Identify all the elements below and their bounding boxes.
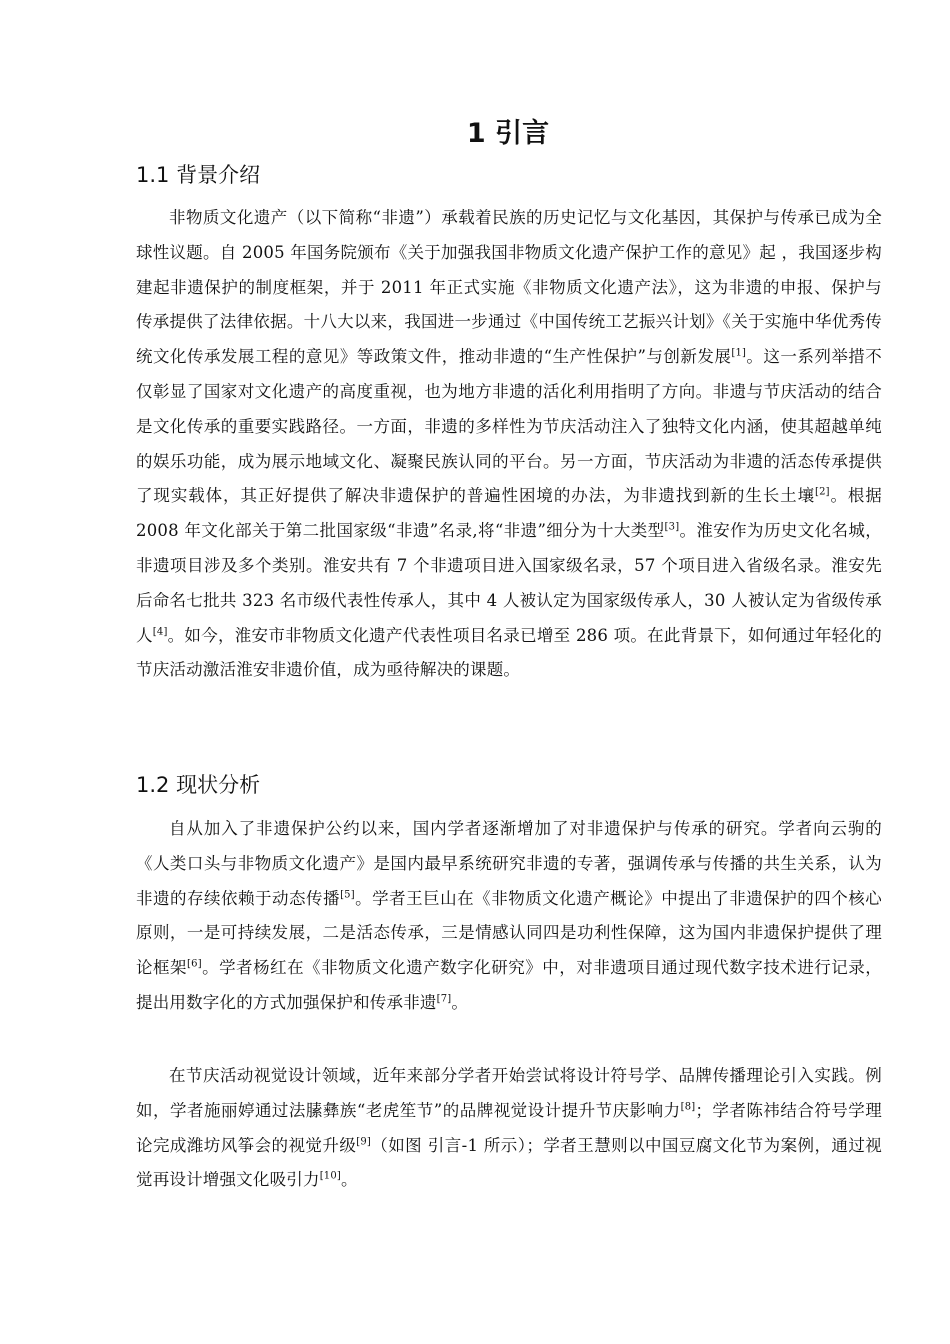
paragraph-status-analysis-1 <box>136 812 882 1021</box>
paragraph-text: 。学者杨红在《非物质文化遗产数字化研究》中，对非遗项目通过现代数字技术进行记录，提出用数字化的方式加强保护和传承非遗 <box>136 958 883 1012</box>
paragraph-background <box>136 201 882 688</box>
citation-ref: [1] <box>731 347 747 359</box>
paragraph-text: 自从加入了非遗保护公约以来，国内学者逐渐增加了对非遗保护与传承的研究。学者向云驹的《人类口头与非物质文化遗产》是国内最早系统研究非遗的专著，强调传承与传播的共生关系，认为非遗的存续依赖于动态传播 <box>136 819 882 908</box>
citation-ref: [6] <box>187 958 202 970</box>
paragraph-text: ；学者陈祎结合符号学理论完成潍坊风筝会的视觉升级 <box>136 1100 882 1155</box>
paragraph-text: 在节庆活动视觉设计领域，近年来部分学者开始尝试将设计符号学、品牌传播理论引入实践。例如，学者施丽婷通过法膆彝族“老虎笙节”的品牌视觉设计提升节庆影响力 <box>136 1066 882 1120</box>
paragraph-text: 。学者王巨山在《非物质文化遗产概论》中提出了非遗保护的四个核心原则，一是可持续发展，二是活态传承，三是情感认同四是功利性保障，这为国内非遗保护提供了理论框架 <box>136 888 883 978</box>
paragraph-text: 。淮安作为历史文化名城，非遗项目涉及多个类别。淮安共有 7 个非遗项目进入国家级名录，57 个项目进入省级名录。淮安先后命名七批共 323 名市级代表性传承人，其中 4 人被认定为国家级传承人，30 人被认定为省级传承人 <box>136 521 882 645</box>
paragraph-text: 。 <box>451 992 469 1012</box>
paragraph-text: 。如今，淮安市非物质文化遗产代表性项目名录已增至 286 项。在此背景下，如何通过年轻化的节庆活动激活淮安非遗价值，成为亟待解决的课题。 <box>136 625 883 680</box>
citation-ref: [4] <box>152 626 168 638</box>
paragraph-text: 。这一系列举措不仅彰显了国家对文化遗产的高度重视，也为地方非遗的活化利用指明了方向。非遗与节庆活动的结合是文化传承的重要实践路径。一方面，非遗的多样性为节庆活动注入了独特文化内涵，使其超越单纯的娱乐功能，成为展示地域文化、凝聚民族认同的平台。另一方面，节庆活动为非遗的活态传承提供了现实载体，其正好提供了解决非遗保护的普遍性困境的办法，为非遗找到新的生长土壤 <box>136 347 882 506</box>
citation-ref: [9] <box>356 1136 372 1148</box>
citation-ref: [5] <box>340 889 355 901</box>
paragraph-text: 。 <box>341 1170 358 1190</box>
citation-ref: [8] <box>680 1101 696 1113</box>
citation-ref: [10] <box>319 1170 342 1182</box>
paragraph-text: 。根据 2008 年文化部关于第二批国家级“非遗”名录,将“非遗”细分为十大类型 <box>136 486 882 541</box>
section-heading-background: 1.1 背景介绍 <box>136 163 261 187</box>
section-heading-status-analysis: 1.2 现状分析 <box>136 773 261 797</box>
paragraph-text: 非物质文化遗产（以下简称“非遗”）承载着民族的历史记忆与文化基因，其保护与传承已成为全球性议题。自 2005 年国务院颁布《关于加强我国非物质文化遗产保护工作的意见》起 ，我国逐步构建起非遗保护的制度框架，并于 2011 年正式实施《非物质文化遗产法》，这为非遗的申报、保护与传承提供了法律依据。十八大以来，我国进一步通过《中国传统工艺振兴计划》《关于实施中华优秀传统文化传承发展工程的意见》等政策文件，推动非遗的“生产性保护”与创新发展 <box>136 208 882 367</box>
chapter-title: 1 引言 <box>466 118 550 149</box>
citation-ref: [7] <box>436 993 452 1005</box>
citation-ref: [3] <box>664 521 680 533</box>
paragraph-text: （如图 引言-1 所示）；学者王慧则以中国豆腐文化节为案例，通过视觉再设计增强文化吸引力 <box>136 1135 882 1190</box>
paragraph-status-analysis-2 <box>136 1059 882 1198</box>
citation-ref: [2] <box>814 486 830 498</box>
